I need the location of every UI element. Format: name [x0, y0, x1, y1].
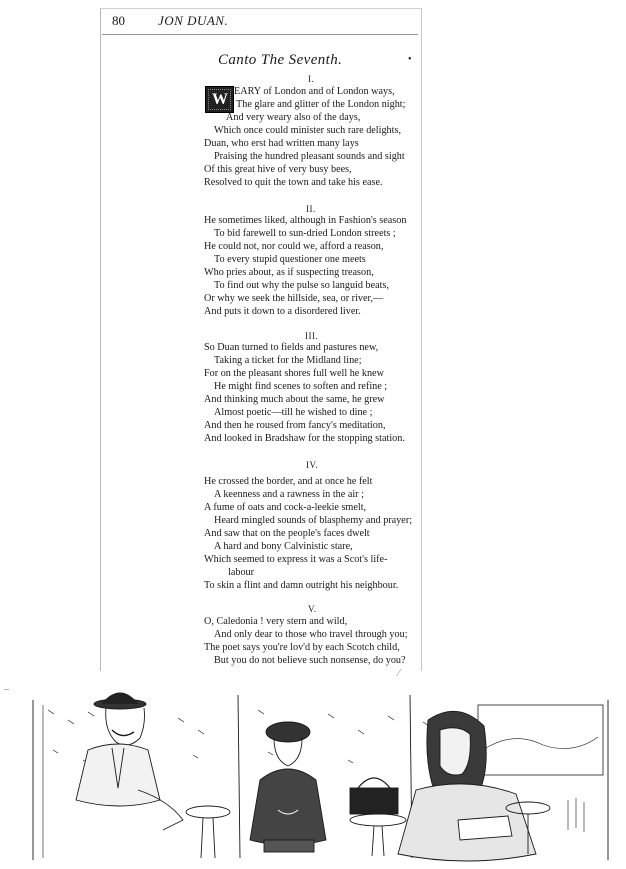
stanza-line: And looked in Bradshaw for the stopping station. [204, 433, 405, 444]
running-title: JON DUAN. [158, 13, 229, 28]
page-number: 80 [112, 13, 125, 28]
stanza-line: And puts it down to a disordered liver. [204, 306, 361, 317]
stanza-line: labour [228, 567, 255, 578]
stanza-line: A keenness and a rawness in the air ; [214, 489, 364, 500]
stanza-line: Or why we seek the hillside, sea, or river,— [204, 293, 384, 304]
stanza-line: He crossed the border, and at once he felt [204, 476, 373, 487]
bag-handle [358, 778, 390, 788]
stanza-line: Resolved to quit the town and take his ease. [204, 177, 383, 188]
landscape-hills [483, 737, 598, 750]
stanza-line: To skin a flint and damn outright his neighbour. [204, 580, 399, 591]
wallpaper-pattern [48, 710, 454, 738]
stanza-line: Which seemed to express it was a Scot's life- [204, 554, 388, 565]
stanza-line: Duan, who erst had written many lays [204, 138, 359, 149]
stanza-number-5: V. [308, 604, 317, 614]
pencil-mark: ⁄ [398, 668, 400, 679]
woman-face [440, 728, 470, 775]
man-face [106, 708, 145, 745]
stanza-line: To every stupid questioner one meets [214, 254, 366, 265]
side-table-top [186, 806, 230, 818]
stanza-number-4: IV. [306, 460, 319, 470]
girl-coat [250, 769, 326, 845]
stanza-line: Of this great hive of very busy bees, [204, 164, 352, 175]
stanza-line: To find out why the pulse so languid beats, [214, 280, 389, 291]
side-table-leg [201, 818, 215, 858]
stanza-line: And saw that on the people's faces dwelt [204, 528, 370, 539]
stanza-line: Praising the hundred pleasant sounds and sight [214, 151, 405, 162]
window-pillar [238, 695, 240, 858]
stanza-line: And only dear to those who travel through you; [214, 629, 408, 640]
carriage-table [350, 814, 406, 826]
canto-title: Canto The Seventh. [218, 52, 343, 68]
stanza-line: He sometimes liked, although in Fashion's season [204, 215, 407, 226]
stanza-line: A hard and bony Calvinistic stare, [214, 541, 353, 552]
girl-hat [266, 722, 310, 742]
stanza-line: A fume of oats and cock-a-leekie smelt, [204, 502, 367, 513]
stanza-line: O, Caledonia ! very stern and wild, [204, 616, 348, 627]
stanza-number-1: I. [308, 74, 315, 84]
stanza-number-3: III. [305, 331, 319, 341]
bowler-hat-crown [102, 693, 138, 704]
man-coat [76, 744, 160, 806]
stanza-line: But you do not believe such nonsense, do you? [214, 655, 406, 666]
drop-cap-letter: W [212, 91, 227, 108]
stanza-line: For on the pleasant shores full well he knew [204, 368, 384, 379]
stanza-line: He might find scenes to soften and refine ; [214, 381, 388, 392]
stanza-line: Taking a ticket for the Midland line; [214, 355, 362, 366]
carriage-table-leg [372, 826, 384, 856]
title-dot: • [408, 54, 412, 65]
header-rule [102, 34, 418, 35]
stanza-line: And very weary also of the days, [226, 112, 361, 123]
curtain-tassels [568, 798, 584, 832]
margin-dash: – [4, 684, 9, 695]
travel-bag [350, 788, 398, 814]
seat-cushion [264, 840, 314, 852]
stanza-line: Who pries about, as if suspecting treason, [204, 267, 374, 278]
man-beard [112, 730, 134, 736]
running-head [112, 13, 412, 33]
drop-cap-ornament [205, 86, 234, 113]
railway-carriage-illustration [28, 690, 618, 865]
stanza-line: The poet says you're lov'd by each Scotch child, [204, 642, 400, 653]
carriage-window [478, 705, 603, 775]
stanza-line: And then he roused from fancy's meditation, [204, 420, 386, 431]
stanza-line: Heard mingled sounds of blasphemy and prayer; [214, 515, 413, 526]
stanza-line: And thinking much about the same, he grew [204, 394, 385, 405]
open-book [458, 816, 512, 840]
drop-cap-border [208, 89, 231, 110]
stanza-line: To bid farewell to sun-dried London streets ; [214, 228, 396, 239]
stanza-line: EARY of London and of London ways, [234, 86, 395, 97]
stanza-line: The glare and glitter of the London night; [236, 99, 406, 110]
stanza-line: Which once could minister such rare delights, [214, 125, 401, 136]
stanza-line: Almost poetic—till he wished to dine ; [214, 407, 373, 418]
stanza-line: So Duan turned to fields and pastures new, [204, 342, 379, 353]
stanza-number-2: II. [306, 204, 316, 214]
stanza-line: He could not, nor could we, afford a reason, [204, 241, 384, 252]
